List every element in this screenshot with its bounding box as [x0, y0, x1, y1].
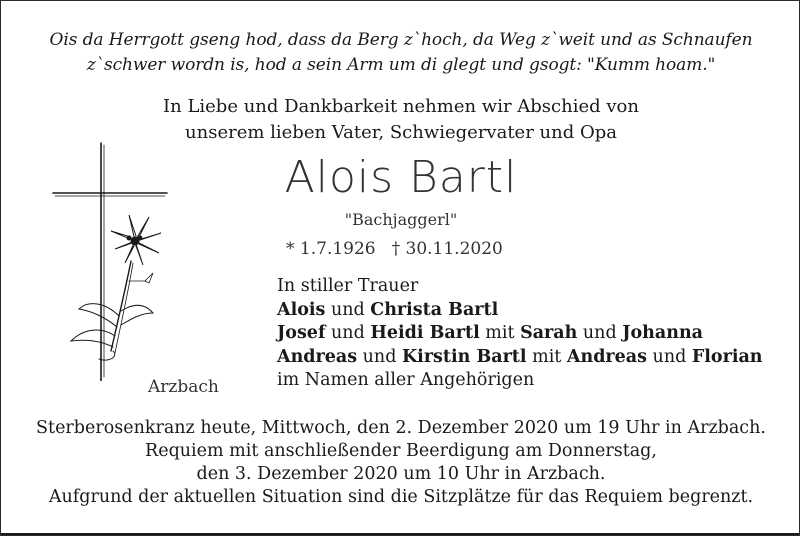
service-line-2: Requiem mit anschließender Beerdigung am Donnerstag,: [145, 441, 657, 461]
mourner-row-1: [277, 299, 763, 323]
mourners-list: [277, 275, 763, 393]
mourner-name: Andreas: [277, 346, 358, 367]
quote-line-2: z`schwer wordn is, hod a sein Arm um di glegt und gsogt: "Kumm hoam.": [86, 55, 716, 75]
mourners-footer: im Namen aller Angehörigen: [277, 370, 535, 390]
connector-text: mit: [479, 323, 521, 343]
birth-date: * 1.7.1926: [286, 239, 376, 259]
intro-line-1: In Liebe und Dankbarkeit nehmen wir Abschied von: [163, 96, 639, 117]
mourner-name: Sarah: [520, 323, 578, 343]
mourner-row-2: [277, 322, 763, 346]
service-line-3: den 3. Dezember 2020 um 10 Uhr in Arzbach.: [196, 464, 606, 484]
service-line-1: Sterberosenkranz heute, Mittwoch, den 2. Dezember 2020 um 19 Uhr in Arzbach.: [36, 418, 766, 438]
mourner-name: Alois: [277, 299, 326, 320]
quote-line-1: Ois da Herrgott gseng hod, dass da Berg z`hoch, da Weg z`weit und as Schnaufen: [49, 30, 753, 50]
connector-text: und: [357, 346, 402, 367]
deceased-nickname: "Bachjaggerl": [344, 210, 458, 229]
connector-text: und: [577, 323, 623, 343]
mourners-heading: In stiller Trauer: [277, 276, 419, 296]
cross-edelweiss-icon: [49, 141, 169, 381]
mourner-name: Andreas: [566, 346, 647, 367]
intro-line-2: unserem lieben Vater, Schwiegervater und Opa: [185, 122, 617, 143]
service-line-4: Aufgrund der aktuellen Situation sind die Sitzplätze für das Requiem begrenzt.: [48, 487, 754, 507]
connector-text: und: [646, 346, 692, 367]
mourner-name: Kirstin Bartl: [401, 346, 527, 367]
deceased-name: Alois Bartl: [284, 152, 518, 203]
connector-text: und: [325, 323, 371, 343]
mourner-name: Heidi Bartl: [370, 323, 480, 343]
mourner-name: Johanna: [622, 323, 704, 343]
place-name: Arzbach: [148, 377, 219, 397]
mourner-name: Josef: [277, 323, 326, 343]
mourner-name: Christa Bartl: [370, 299, 499, 320]
mourner-name: Florian: [691, 346, 763, 367]
bottom-rule: [1, 533, 799, 535]
mourner-row-3: [277, 346, 763, 370]
connector-text: und: [325, 299, 371, 320]
connector-text: mit: [526, 346, 567, 367]
death-date: † 30.11.2020: [391, 239, 503, 259]
life-dates: [286, 237, 519, 261]
